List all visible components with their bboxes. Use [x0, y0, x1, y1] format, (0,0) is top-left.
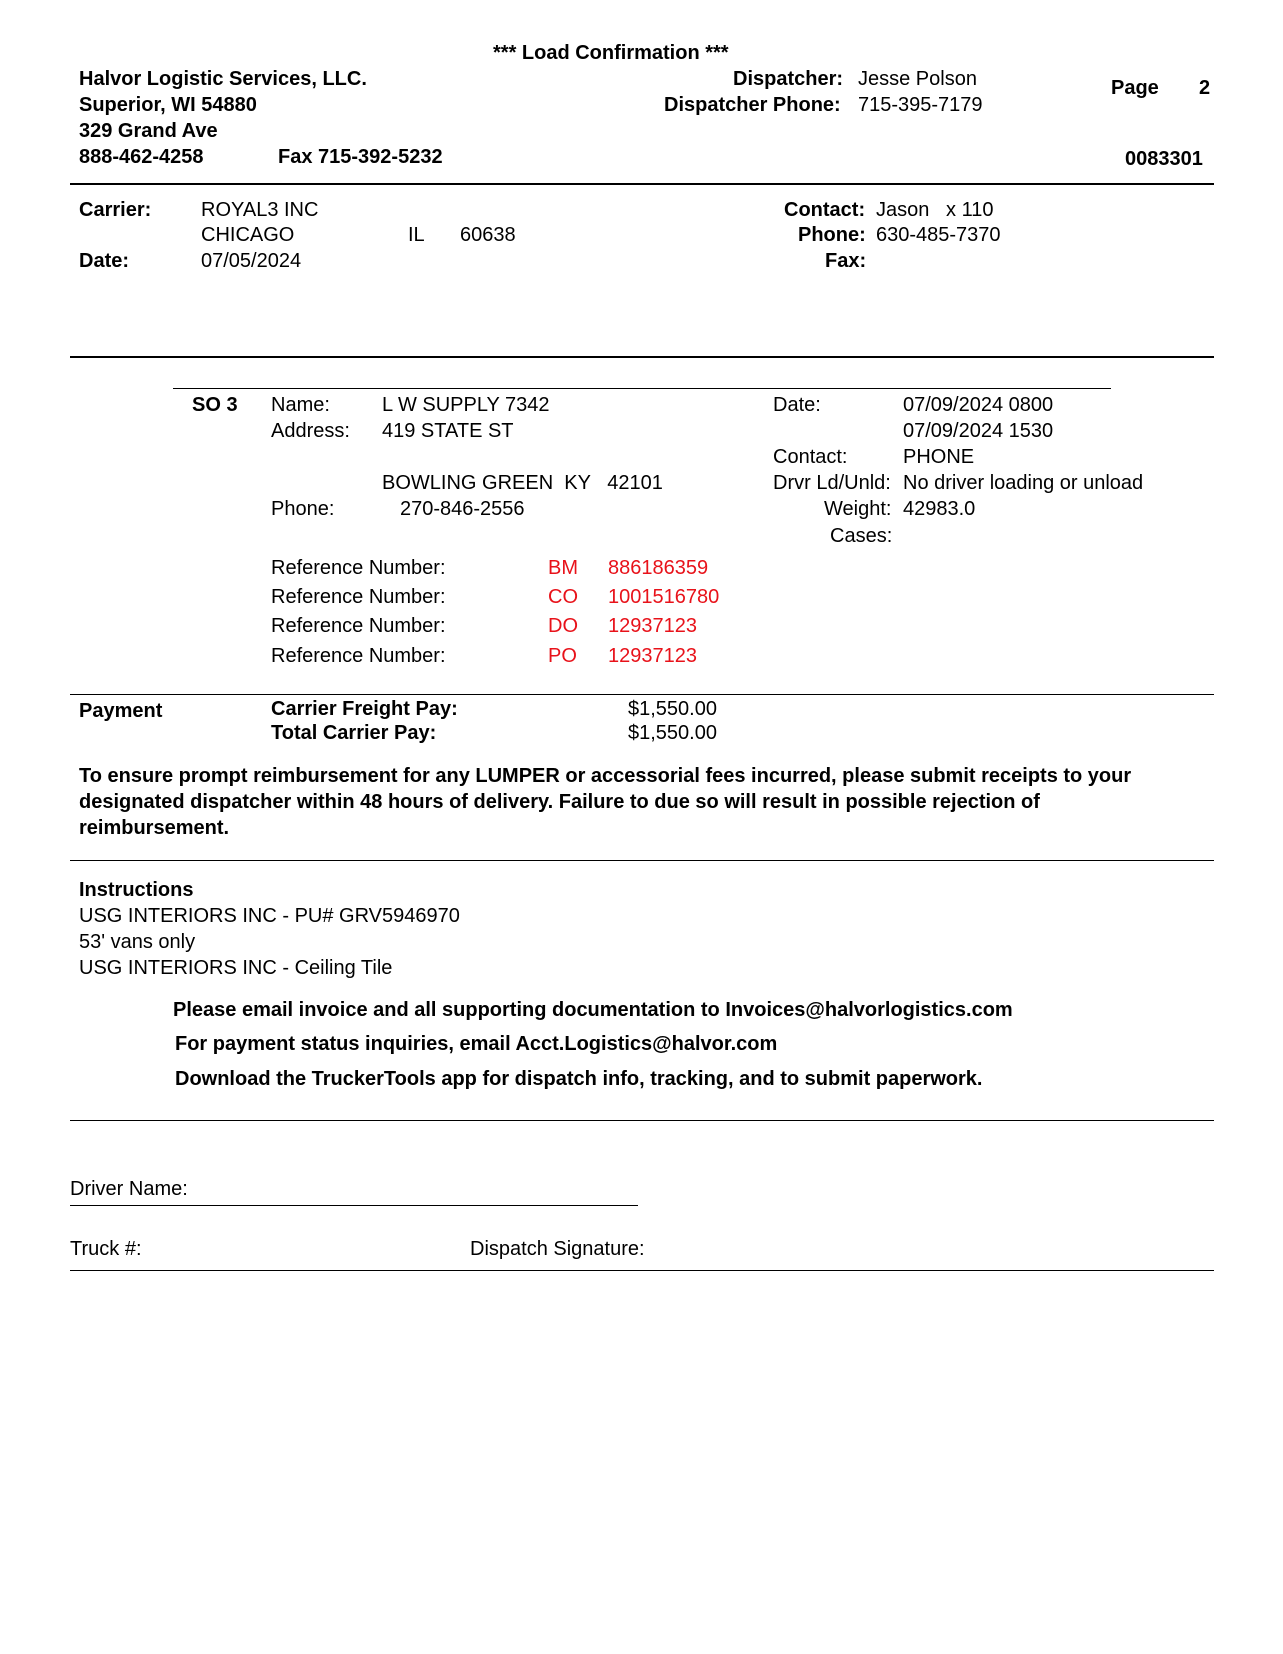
stop-top-rule [173, 388, 1111, 389]
company-phone: 888-462-4258 [79, 146, 204, 168]
freight-pay-amount: $1,550.00 [628, 698, 717, 720]
signature-top-rule [70, 1120, 1214, 1121]
carrier-name: ROYAL3 INC [201, 199, 319, 221]
reference-label: Reference Number: [271, 586, 446, 608]
carrier-phone-label: Phone: [798, 224, 866, 246]
stop-id: SO 3 [192, 394, 238, 416]
stop-contact: PHONE [903, 446, 975, 468]
company-city-state-zip: Superior, WI 54880 [79, 94, 257, 116]
driver-name-line [70, 1205, 638, 1206]
carrier-label: Carrier: [79, 199, 152, 221]
lumper-notice: To ensure prompt reimbursement for any LUMPER or accessorial fees incurred, please submit receipts to your designated dispatcher within 48 hours of delivery. Failure to due so will result in possible rejection of reimbursement. [79, 765, 1132, 839]
dispatcher-name: Jesse Polson [858, 68, 977, 90]
stop-date-label: Date: [773, 394, 821, 416]
total-pay-label: Total Carrier Pay: [271, 722, 437, 744]
reference-value: 1001516780 [608, 586, 720, 608]
stop-phone: 270-846-2556 [400, 498, 525, 520]
header-divider [70, 183, 1214, 185]
stop-address: 419 STATE ST [382, 420, 514, 442]
page-number: 2 [1199, 77, 1211, 99]
stop-drvr-label: Drvr Ld/Unld: [773, 472, 891, 494]
reference-code: CO [548, 586, 578, 608]
company-fax: Fax 715-392-5232 [278, 146, 443, 168]
stop-date-to: 07/09/2024 1530 [903, 420, 1054, 442]
stop-drvr: No driver loading or unload [903, 472, 1144, 494]
stop-date-from: 07/09/2024 0800 [903, 394, 1054, 416]
stop-address-label: Address: [271, 420, 350, 442]
reference-label: Reference Number: [271, 615, 446, 637]
date-label: Date: [79, 250, 130, 272]
total-pay-amount: $1,550.00 [628, 722, 717, 744]
invoice-email-note: Please email invoice and all supporting documentation to Invoices@halvorlogistics.com [173, 999, 1013, 1021]
reference-code: PO [548, 645, 577, 667]
dispatcher-label: Dispatcher: [733, 68, 844, 90]
driver-name-label: Driver Name: [70, 1178, 188, 1200]
stop-weight-label: Weight: [824, 498, 892, 520]
dispatcher-phone-label: Dispatcher Phone: [664, 94, 841, 116]
carrier-divider [70, 356, 1214, 358]
confirmation-date: 07/05/2024 [201, 250, 302, 272]
payment-top-rule [70, 694, 1214, 695]
carrier-state: IL [408, 224, 425, 246]
reference-value: 886186359 [608, 557, 709, 579]
load-number: 0083301 [1125, 148, 1203, 170]
reference-label: Reference Number: [271, 557, 446, 579]
carrier-city: CHICAGO [201, 224, 295, 246]
signature-bottom-rule [70, 1270, 1214, 1271]
truckertools-note: Download the TruckerTools app for dispatch info, tracking, and to submit paperwork. [175, 1068, 983, 1090]
payment-status-note: For payment status inquiries, email Acct.Logistics@halvor.com [175, 1033, 778, 1055]
stop-weight: 42983.0 [903, 498, 976, 520]
carrier-phone: 630-485-7370 [876, 224, 1001, 246]
company-name: Halvor Logistic Services, LLC. [79, 68, 367, 90]
carrier-contact-label: Contact: [784, 199, 866, 221]
stop-name-label: Name: [271, 394, 330, 416]
carrier-zip: 60638 [460, 224, 516, 246]
company-street: 329 Grand Ave [79, 120, 218, 142]
reference-code: BM [548, 557, 578, 579]
instruction-line: USG INTERIORS INC - PU# GRV5946970 [79, 905, 460, 927]
instruction-line: 53' vans only [79, 931, 196, 953]
dispatch-signature-label: Dispatch Signature: [470, 1238, 645, 1260]
dispatcher-phone: 715-395-7179 [858, 94, 983, 116]
page-label: Page [1111, 77, 1159, 99]
reference-value: 12937123 [608, 645, 697, 667]
reference-value: 12937123 [608, 615, 697, 637]
reference-code: DO [548, 615, 578, 637]
stop-cases-label: Cases: [830, 525, 893, 547]
stop-phone-label: Phone: [271, 498, 335, 520]
stop-name: L W SUPPLY 7342 [382, 394, 550, 416]
stop-contact-label: Contact: [773, 446, 848, 468]
carrier-fax-label: Fax: [825, 250, 867, 272]
freight-pay-label: Carrier Freight Pay: [271, 698, 458, 720]
document-title: *** Load Confirmation *** [493, 42, 729, 64]
payment-label: Payment [79, 700, 163, 722]
truck-number-label: Truck #: [70, 1238, 142, 1260]
instructions-title: Instructions [79, 879, 194, 901]
instructions-top-rule [70, 860, 1214, 861]
carrier-contact: Jason x 110 [876, 199, 994, 221]
instruction-line: USG INTERIORS INC - Ceiling Tile [79, 957, 393, 979]
stop-city-line: BOWLING GREEN KY 42101 [382, 472, 663, 494]
reference-label: Reference Number: [271, 645, 446, 667]
